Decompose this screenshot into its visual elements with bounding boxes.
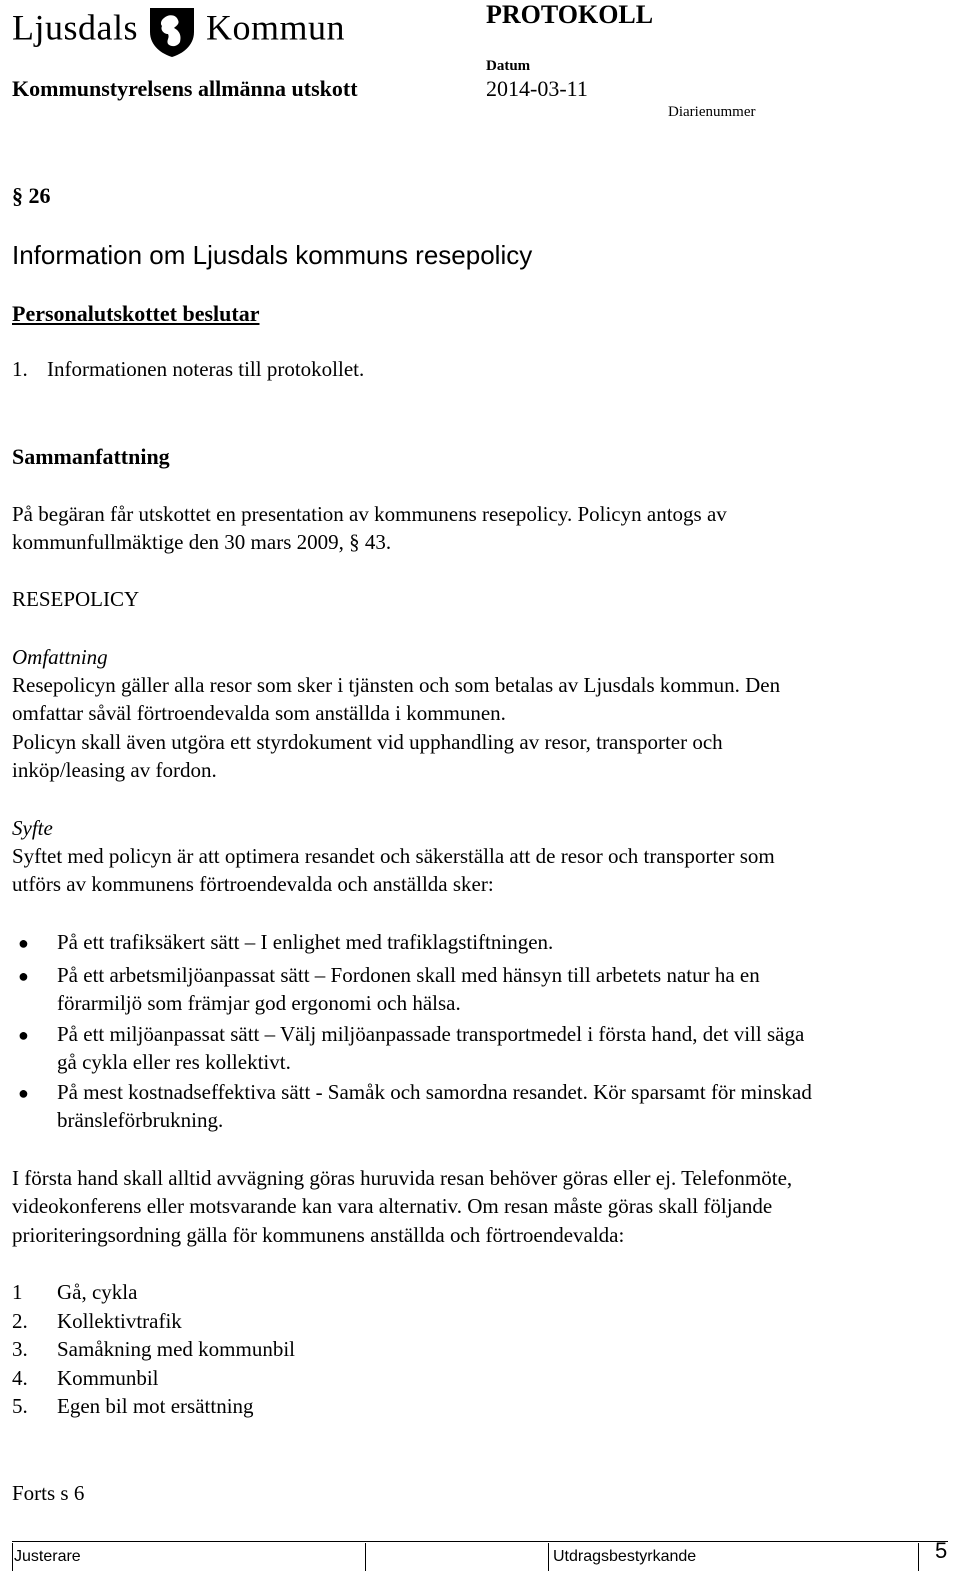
scope-line-1: Resepolicyn gäller alla resor som sker i tjänsten och som betalas av Ljusdals kommun. Den: [12, 673, 781, 697]
policy-heading: RESEPOLICY: [12, 587, 140, 611]
priority-item-text: Egen bil mot ersättning: [57, 1394, 254, 1418]
bullet-dot: ●: [18, 1025, 29, 1045]
footer-divider: [12, 1541, 948, 1542]
bullet-1-line-1: På ett trafiksäkert sätt – I enlighet med trafiklagstiftningen.: [57, 930, 554, 954]
diarienummer-label: Diarienummer: [668, 104, 756, 120]
bullet-dot: ●: [18, 933, 29, 953]
footer-utdragsbestyrkande: Utdragsbestyrkande: [553, 1548, 697, 1565]
decision-item-number: 1.: [12, 357, 28, 381]
summary-line-2-text: kommunfullmäktige den 30 mars 2009,: [12, 530, 344, 554]
priority-item-num: 2.: [12, 1309, 28, 1333]
lion-crest-icon: [144, 4, 200, 58]
scope-line-2: omfattar såväl förtroendevalda som anställda i kommunen.: [12, 701, 506, 725]
bullet-dot: ●: [18, 966, 29, 986]
decision-heading: Personalutskottet beslutar: [12, 301, 260, 326]
priority-line-3: prioriteringsordning gälla för kommunens anställda och förtroendevalda:: [12, 1223, 625, 1247]
summary-heading: Sammanfattning: [12, 444, 170, 469]
summary-ref-number: 43.: [364, 530, 392, 554]
scope-heading: Omfattning: [12, 645, 108, 669]
priority-item-text: Kollektivtrafik: [57, 1309, 182, 1333]
priority-line-1: I första hand skall alltid avvägning göras huruvida resan behöver göras eller ej. Telefonmöte,: [12, 1166, 793, 1190]
priority-item-num: 4.: [12, 1366, 28, 1390]
purpose-line-2: utförs av kommunens förtroendevalda och anställda sker:: [12, 872, 494, 896]
summary-line-2: [12, 530, 391, 555]
priority-item-num: 1: [12, 1280, 23, 1304]
priority-item-num: 3.: [12, 1337, 28, 1361]
bullet-3-line-1: På ett miljöanpassat sätt – Välj miljöanpassade transportmedel i första hand, det vill säga: [57, 1022, 805, 1046]
summary-ref-symbol: §: [349, 530, 360, 554]
bullet-2-line-2: förarmiljö som främjar god ergonomi och hälsa.: [57, 991, 461, 1015]
footer-cell-border: [548, 1543, 549, 1571]
continued-note: Forts s 6: [12, 1481, 85, 1505]
page-title: Information om Ljusdals kommuns resepolicy: [12, 240, 533, 270]
decision-item-text: Informationen noteras till protokollet.: [47, 357, 365, 381]
footer-justerare: Justerare: [14, 1548, 81, 1565]
summary-line-1: På begäran får utskottet en presentation av kommunens resepolicy. Policyn antogs av: [12, 502, 727, 526]
footer-cell-border: [12, 1543, 13, 1571]
bullet-dot: ●: [18, 1083, 29, 1103]
date-value: 2014-03-11: [486, 76, 588, 101]
decision-item: [12, 357, 364, 382]
purpose-heading: Syfte: [12, 816, 53, 840]
footer-cell-border: [918, 1543, 919, 1571]
date-label: Datum: [486, 58, 531, 74]
paragraph-number-value: 26: [28, 183, 51, 208]
bullet-4-line-1: På mest kostnadseffektiva sätt - Samåk och samordna resandet. Kör sparsamt för minskad: [57, 1080, 812, 1104]
logo-word-ljusdals: Ljusdals: [12, 7, 138, 48]
footer-cell-border: [365, 1543, 366, 1571]
committee-name: Kommunstyrelsens allmänna utskott: [12, 76, 358, 101]
priority-line-2: videokonferens eller motsvarande kan vara alternativ. Om resan måste göras skall följande: [12, 1194, 773, 1218]
document-type: PROTOKOLL: [486, 0, 654, 29]
priority-item-num: 5.: [12, 1394, 28, 1418]
paragraph-number: [12, 183, 51, 209]
bullet-3-line-2: gå cykla eller res kollektivt.: [57, 1050, 291, 1074]
municipality-logo: [12, 4, 345, 58]
paragraph-symbol: §: [12, 183, 23, 208]
purpose-line-1: Syftet med policyn är att optimera resandet och säkerställa att de resor och transporter som: [12, 844, 775, 868]
scope-line-4: inköp/leasing av fordon.: [12, 758, 217, 782]
priority-item-text: Kommunbil: [57, 1366, 159, 1390]
page-number: 5: [935, 1538, 948, 1563]
logo-word-kommun: Kommun: [206, 7, 346, 48]
bullet-2-line-1: På ett arbetsmiljöanpassat sätt – Fordonen skall med hänsyn till arbetets natur ha en: [57, 963, 760, 987]
bullet-4-line-2: bränsleförbrukning.: [57, 1108, 224, 1132]
scope-line-3: Policyn skall även utgöra ett styrdokument vid upphandling av resor, transporter och: [12, 730, 723, 754]
priority-item-text: Gå, cykla: [57, 1280, 138, 1304]
priority-item-text: Samåkning med kommunbil: [57, 1337, 295, 1361]
